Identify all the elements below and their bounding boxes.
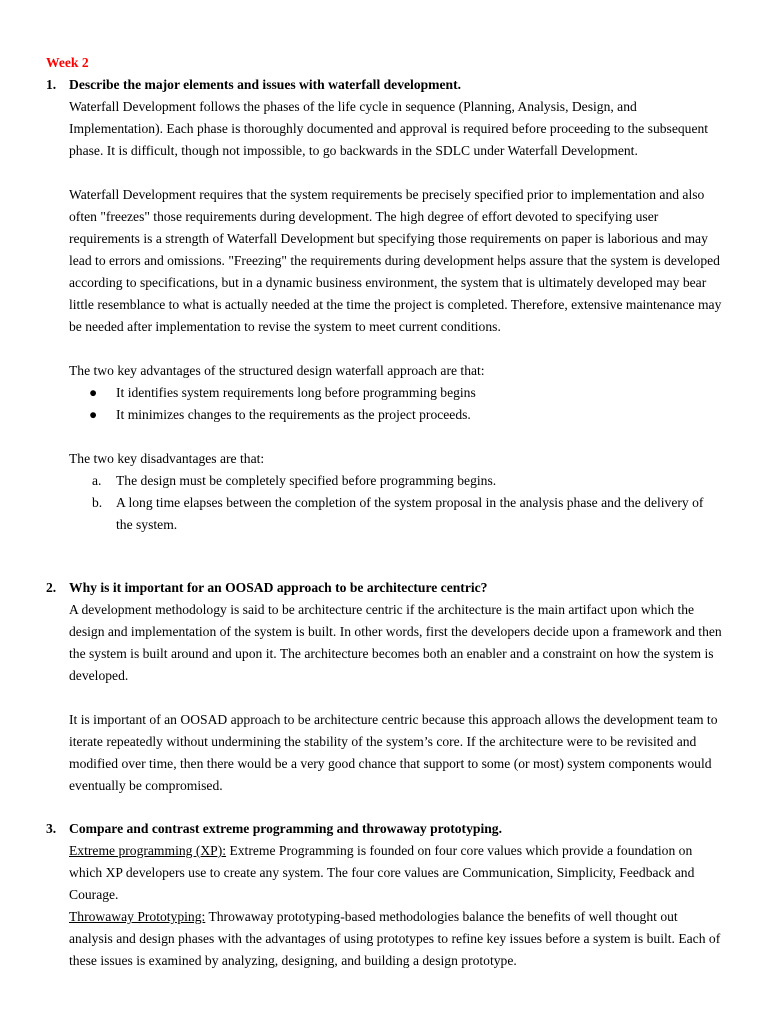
question-2-heading (46, 579, 722, 597)
list-item: ● It identifies system requirements long before programming begins (69, 382, 722, 404)
question-1-heading (46, 76, 722, 94)
answer-paragraph: Waterfall Development follows the phases of the life cycle in sequence (Planning, Analysis, Design, and Implementation). Each phase is thoroughly documented and approval is required before proceeding to the subsequent phase. It is difficult, though not impossible, to go backwards in the SDLC under Waterfall Development. (69, 99, 709, 158)
question-1 (46, 76, 722, 536)
question-number: 3. (46, 821, 57, 836)
list-item: a. The design must be completely specified before programming begins. (92, 473, 497, 488)
week-heading: Week 2 (46, 55, 89, 70)
xp-label: Extreme programming (XP): (69, 843, 227, 858)
answer-paragraph: Waterfall Development requires that the system requirements be precisely specified prior to implementation and also often "freezes" those requirements during development. The high degree of effort devoted to specifying user requirements is a strength of Waterfall Development but specifying those requirements on paper is laborious and may lead to errors and omissions. "Freezing" the requirements during development helps assure that the system is developed according to specifications, but in a dynamic business environment, the system that is ultimately developed may bear little resemblance to what is actually needed at the time the project is completed. Therefore, extensive maintenance may be needed after implementation to revise the system to meet current conditions. (69, 187, 722, 334)
throwaway-label: Throwaway Prototyping: (69, 909, 206, 924)
question-3 (46, 820, 722, 972)
disadvantages-intro: The two key disadvantages are that: (69, 451, 265, 466)
question-3-heading (46, 820, 722, 838)
bullet-icon: ● (89, 385, 98, 400)
answer-paragraph-throwaway: Throwaway Prototyping: Throwaway prototyping-based methodologies balance the benefits of well thought out analysis and design phases with the advantages of using prototypes to refine key issues before a system is built. Each of these issues is examined by analyzing, designing, and building a design prototype. (69, 909, 721, 968)
question-text: Describe the major elements and issues with waterfall development. (69, 77, 462, 92)
question-number: 1. (46, 77, 57, 92)
answer-paragraph: It is important of an OOSAD approach to be architecture centric because this approach allows the development team to iterate repeatedly without undermining the stability of the system’s core. If the architecture were to be revisited and modified over time, then there would be a very good chance that support to some (or most) system components would eventually be compromised. (69, 712, 718, 793)
question-text: Why is it important for an OOSAD approach to be architecture centric? (69, 580, 488, 595)
advantages-intro: The two key advantages of the structured design waterfall approach are that: (69, 363, 485, 378)
question-2 (46, 579, 722, 797)
question-2-answer (69, 599, 722, 797)
question-text: Compare and contrast extreme programming and throwaway prototyping. (69, 821, 502, 836)
disadvantages-list (69, 470, 722, 536)
list-item: b. A long time elapses between the completion of the system proposal in the analysis phase and the delivery of the system. (92, 495, 704, 532)
question-1-answer (69, 96, 722, 536)
answer-paragraph: A development methodology is said to be architecture centric if the architecture is the main artifact upon which the design and implementation of the system is built. In other words, first the developers decide upon a framework and then the system is built around and upon it. The architecture becomes both an enabler and a constraint on how the system is developed. (69, 602, 722, 683)
list-item: ● It minimizes changes to the requirements as the project proceeds. (69, 404, 722, 426)
question-number: 2. (46, 580, 57, 595)
advantages-list (69, 382, 722, 426)
answer-paragraph-xp: Extreme programming (XP): Extreme Programming is founded on four core values which provide a foundation on which XP developers use to create any system. The four core values are Communication, Simplicity, Feedback and Courage. (69, 843, 695, 902)
question-3-answer (69, 840, 722, 972)
bullet-icon: ● (89, 407, 98, 422)
